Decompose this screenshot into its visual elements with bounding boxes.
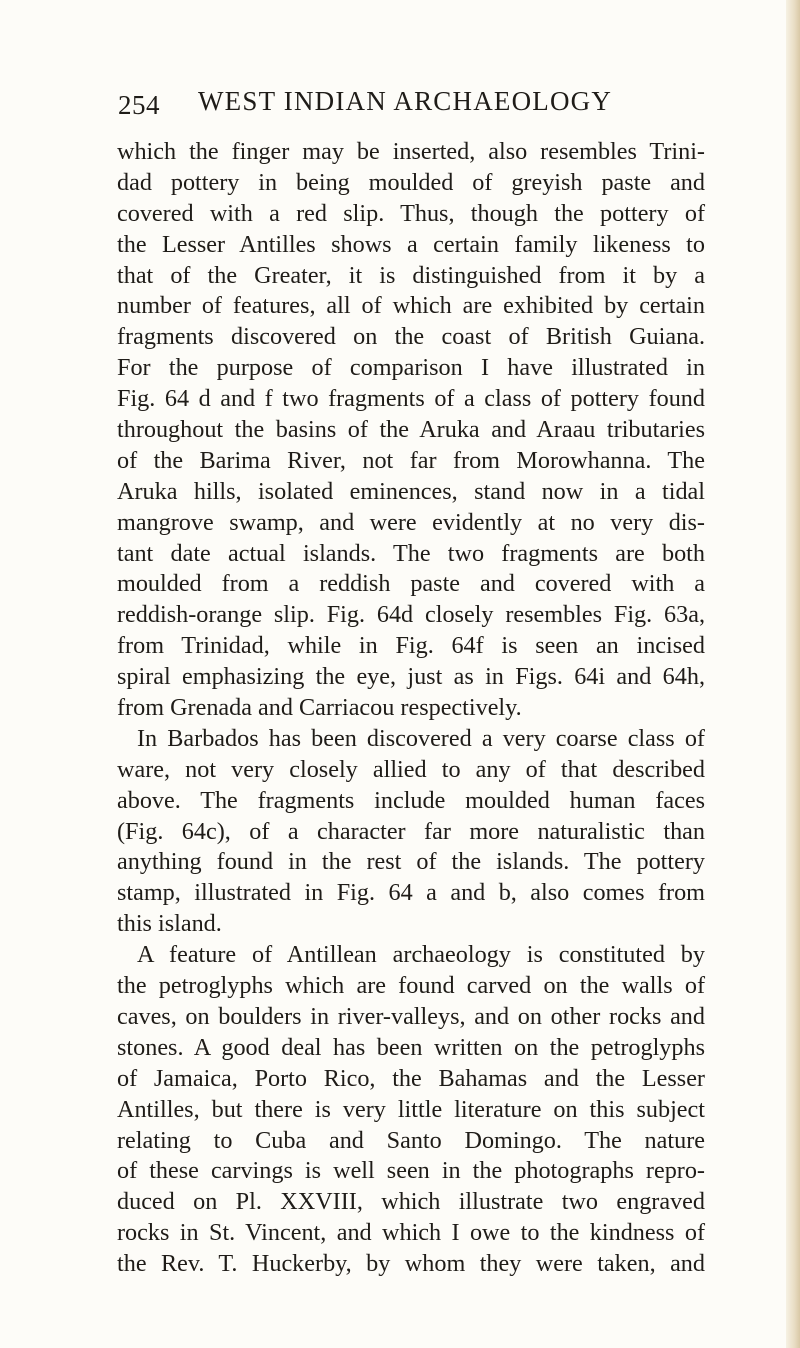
text-line: of the Barima River, not far from Morowhanna. The [117,446,705,474]
text-line: mangrove swamp, and were evidently at no very dis- [117,508,705,536]
text-line: spiral emphasizing the eye, just as in Figs. 64i and 64h, [117,663,705,691]
text-line: (Fig. 64c), of a character far more naturalistic than [117,817,705,845]
page-header [118,86,698,122]
text-line: Fig. 64 d and f two fragments of a class of pottery found [117,385,705,413]
text-line: relating to Cuba and Santo Domingo. The nature [117,1126,705,1154]
text-line: above. The fragments include moulded human faces [117,786,705,814]
text-line: this island. [117,910,222,938]
text-line: ware, not very closely allied to any of that described [117,755,705,783]
text-line: caves, on boulders in river-valleys, and on other rocks and [117,1002,705,1030]
text-line: duced on Pl. XXVIII, which illustrate two engraved [117,1188,705,1216]
page-edge [786,0,800,1348]
text-line: A feature of Antillean archaeology is constituted by [137,941,705,969]
text-line: that of the Greater, it is distinguished from it by a [117,261,705,289]
text-line: stamp, illustrated in Fig. 64 a and b, also comes from [117,879,705,907]
text-line: of Jamaica, Porto Rico, the Bahamas and the Lesser [117,1064,705,1092]
text-line: the petroglyphs which are found carved on the walls of [117,972,705,1000]
text-line: which the finger may be inserted, also resembles Trini- [117,138,705,165]
text-line: number of features, all of which are exhibited by certain [117,292,705,320]
text-line: the Rev. T. Huckerby, by whom they were taken, and [117,1250,705,1278]
text-line: from Grenada and Carriacou respectively. [117,694,522,722]
text-line: anything found in the rest of the islands. The pottery [117,848,705,876]
text-line: fragments discovered on the coast of British Guiana. [117,323,705,351]
text-line: In Barbados has been discovered a very coarse class of [137,724,705,752]
text-line: the Lesser Antilles shows a certain family likeness to [117,230,705,258]
page-number: 254 [118,90,160,120]
text-line: For the purpose of comparison I have illustrated in [117,354,705,382]
text-line: throughout the basins of the Aruka and Araau tributaries [117,416,705,444]
text-line: of these carvings is well seen in the photographs repro- [117,1157,705,1185]
text-line: Aruka hills, isolated eminences, stand now in a tidal [117,477,705,505]
text-line: rocks in St. Vincent, and which I owe to the kindness of [117,1219,705,1247]
text-line: dad pottery in being moulded of greyish paste and [117,168,705,196]
text-line: Antilles, but there is very little literature on this subject [117,1095,705,1123]
body-text [117,137,705,1280]
text-line: moulded from a reddish paste and covered with a [117,570,705,598]
text-line: tant date actual islands. The two fragments are both [117,539,705,567]
text-line: covered with a red slip. Thus, though the pottery of [117,199,705,227]
text-line: reddish-orange slip. Fig. 64d closely resembles Fig. 63a, [117,601,705,629]
text-line: from Trinidad, while in Fig. 64f is seen an incised [117,632,705,660]
running-title: WEST INDIAN ARCHAEOLOGY [198,86,613,116]
text-line: stones. A good deal has been written on the petroglyphs [117,1033,705,1061]
